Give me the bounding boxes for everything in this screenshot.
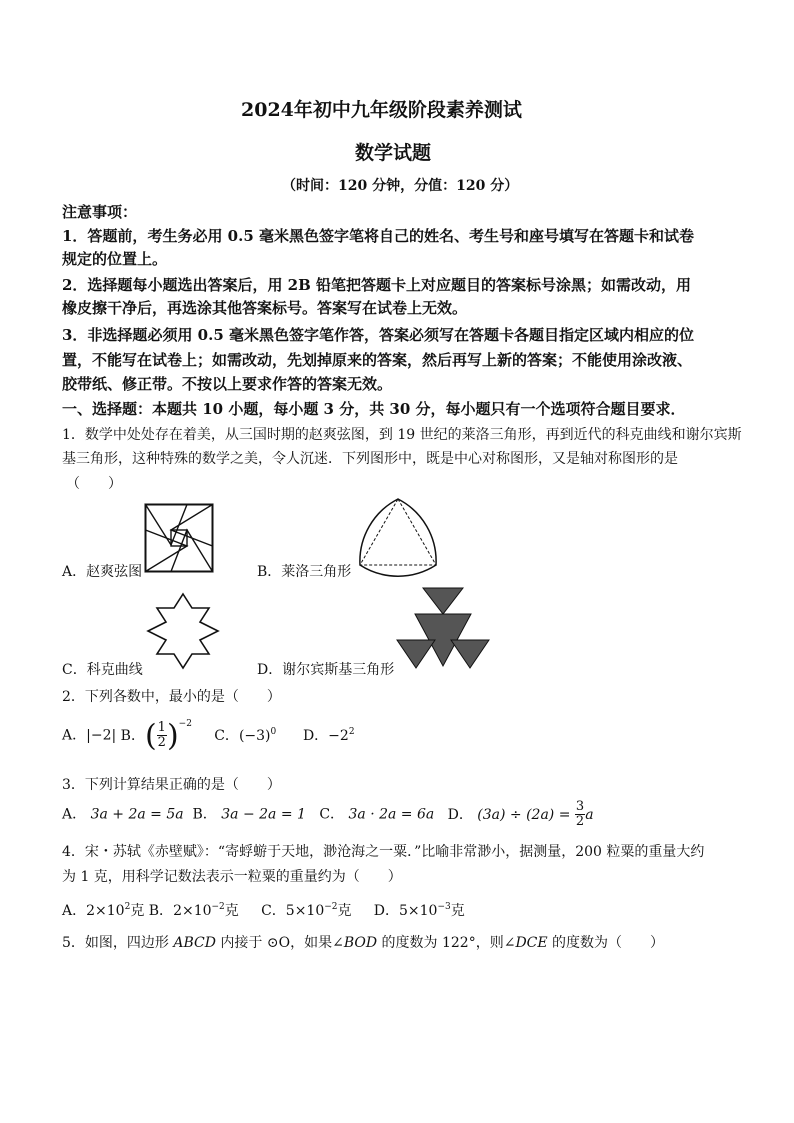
q2-option-c[interactable]: C．$(-3)^0$ bbox=[214, 726, 277, 744]
note-2-line-1: 2．选择题每小题选出答案后，用 2B 铅笔把答题卡上对应题目的答案标号涂黑；如需改动，用 bbox=[62, 276, 692, 294]
reuleaux-triangle-diagram bbox=[356, 497, 440, 579]
q3-option-c[interactable]: C． 3a · 2a = 6a bbox=[319, 806, 435, 823]
q3-option-d[interactable]: D． (3a) ÷ (2a) = $\frac{3}{2}$ a bbox=[447, 799, 594, 829]
q2-option-b[interactable]: B．( $\frac{1}{2}$ )$^{-2}$ bbox=[120, 718, 192, 753]
q3-stem: 3．下列计算结果正确的是（ ） bbox=[62, 777, 281, 793]
q4-option-a[interactable]: A．$2\times 10^2$克 bbox=[62, 902, 145, 919]
section-1-heading: 一、选择题：本题共 10 小题，每小题 3 分，共 30 分，每小题只有一个选项符合题目要求． bbox=[62, 400, 686, 418]
q1-option-b[interactable]: B．莱洛三角形 bbox=[257, 564, 352, 580]
sierpinski-triangle-diagram bbox=[395, 586, 491, 670]
q2-option-d[interactable]: D．$-2^2$ bbox=[302, 726, 355, 744]
q3-option-b[interactable]: B． 3a − 2a = 1 bbox=[192, 806, 306, 823]
q4-option-b[interactable]: B．$2\times 10^{-2}$克 bbox=[148, 902, 239, 919]
q1-option-c[interactable]: C．科克曲线 bbox=[62, 662, 143, 678]
q2-stem: 2．下列各数中，最小的是（ ） bbox=[62, 689, 281, 705]
q4-options bbox=[62, 900, 465, 920]
q1-line-1: 1．数学中处处存在着美，从三国时期的赵爽弦图，到 19 世纪的莱洛三角形，再到近代的科克曲线和谢尔宾斯 bbox=[62, 427, 742, 443]
q4-option-d[interactable]: D．$5\times 10^{-3}$克 bbox=[373, 902, 465, 919]
q1-option-d[interactable]: D．谢尔宾斯基三角形 bbox=[257, 662, 395, 678]
exam-info: （时间：120 分钟，分值：120 分） bbox=[282, 178, 519, 194]
note-1-line-2: 规定的位置上。 bbox=[62, 250, 168, 268]
zhao-shuang-diagram bbox=[144, 503, 214, 573]
note-3-line-3: 胶带纸、修正带。不按以上要求作答的答案无效。 bbox=[62, 375, 393, 393]
koch-curve-diagram bbox=[140, 590, 226, 672]
note-2-line-2: 橡皮擦干净后，再选涂其他答案标号。答案写在试卷上无效。 bbox=[62, 299, 468, 317]
q1-line-3: （ ） bbox=[66, 476, 122, 492]
note-3-line-2: 置，不能写在试卷上；如需改动，先划掉原来的答案，然后再写上新的答案；不能使用涂改液、 bbox=[62, 351, 693, 369]
note-1-line-1: 1．答题前，考生务必用 0.5 毫米黑色签字笔将自己的姓名、考生号和座号填写在答题卡和试卷 bbox=[62, 227, 694, 245]
q4-line-2: 为 1 克，用科学记数法表示一粒粟的重量约为（ ） bbox=[62, 869, 402, 885]
q1-option-a[interactable]: A．赵爽弦图 bbox=[62, 564, 143, 580]
notes-heading: 注意事项： bbox=[62, 203, 138, 221]
q2-options bbox=[62, 718, 355, 753]
q5-stem: 5．如图，四边形 ABCD 内接于 ⊙O，如果∠BOD 的度数为 122°，则∠DCE 的度数为（ ） bbox=[62, 935, 665, 951]
q4-option-c[interactable]: C．$5\times 10^{-2}$克 bbox=[261, 902, 352, 919]
exam-title: 2024年初中九年级阶段素养测试 bbox=[241, 99, 522, 121]
subject-title: 数学试题 bbox=[355, 142, 432, 164]
q4-line-1: 4．宋・苏轼《赤壁赋》：“寄蜉蝣于天地，渺沧海之一粟．”比喻非常渺小，据测量，200 粒粟的重量大约 bbox=[62, 844, 705, 860]
q2-option-a[interactable]: A．|−2| bbox=[62, 727, 117, 744]
q1-line-2: 基三角形，这种特殊的数学之美，令人沉迷．下列图形中，既是中心对称图形，又是轴对称图形的是 bbox=[62, 451, 678, 467]
q3-option-a[interactable]: A． 3a + 2a = 5a bbox=[62, 806, 184, 823]
q3-options bbox=[62, 800, 594, 829]
note-3-line-1: 3．非选择题必须用 0.5 毫米黑色签字笔作答，答案必须写在答题卡各题目指定区域内相应的位 bbox=[62, 326, 694, 344]
